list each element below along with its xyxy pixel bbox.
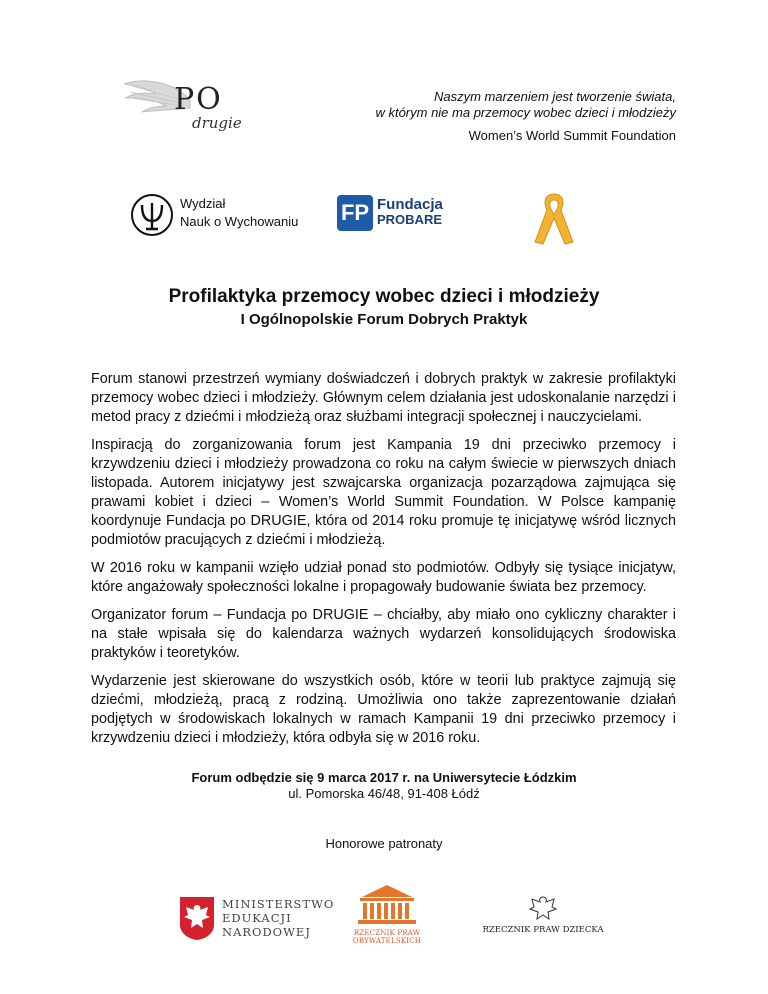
rpd-logo (478, 893, 608, 941)
probare-logo (337, 195, 465, 233)
paragraph: W 2016 roku w kampanii wzięło udział ponad sto podmiotów. Odbyły się tysiące inicjatyw, które angażowały społeczności lokalne i propagowały budowanie świata bez przemocy. (91, 560, 676, 595)
body-text (91, 370, 676, 757)
men-line-1: MINISTERSTWO (222, 897, 335, 911)
building-columns-icon (322, 883, 452, 927)
page-title: Profilaktyka przemocy wobec dzieci i młodzieży (168, 286, 600, 307)
motto-line-2: w którym nie ma przemocy wobec dzieci i młodzieży (375, 105, 676, 120)
paragraph: Organizator forum – Fundacja po DRUGIE – chciałby, aby miało ono cykliczny charakter i na stałe wpisała się do kalendarza ważnych wydarzeń konsolidujących środowiska praktyków i teoretyków. (91, 607, 676, 661)
rpo-logo (322, 883, 452, 943)
probare-mark-icon: FP (337, 195, 373, 231)
polish-eagle-icon (178, 895, 216, 941)
eagle-emblem-icon (478, 893, 608, 923)
psi-emblem-icon (130, 193, 174, 237)
awareness-ribbon-icon (529, 188, 579, 248)
wydzial-line-2: Nauk o Wychowaniu (180, 214, 299, 229)
event-address: ul. Pomorska 46/48, 91-408 Łódź (288, 786, 480, 801)
men-line-3: NARODOWEJ (222, 925, 311, 939)
paragraph: Inspiracją do zorganizowania forum jest Kampania 19 dni przeciwko przemocy i krzywdzeniu dzieci i młodzieży prowadzona co roku na całym świecie w pierwszych dniach listopada. Autorem inicjatywy jest szwajcarska organizacja pozarządowa zajmująca się prawami kobiet i dzieci – Women’s World Summit Foundation. W Polsce kampanię koordynuje Fundacja po DRUGIE, która od 2014 roku promuje tę inicjatywę wśród licznych podmiotów pracujących z dziećmi i młodzieżą. (91, 437, 676, 548)
foundation-name: Women’s World Summit Foundation (468, 128, 676, 143)
event-info (0, 770, 768, 802)
wydzial-logo (130, 193, 305, 235)
drugie-logo-text: drugie (192, 114, 242, 132)
probare-line-2: PROBARE (377, 212, 443, 227)
rpd-label: RZECZNIK PRAW DZIECKA (482, 925, 604, 935)
event-date: Forum odbędzie się 9 marca 2017 r. na Uniwersytecie Łódzkim (191, 770, 577, 785)
probare-line-1: Fundacja (377, 196, 443, 213)
page-subtitle: I Ogólnopolskie Forum Dobrych Praktyk (240, 311, 528, 328)
paragraph: Wydarzenie jest skierowane do wszystkich osób, które w teorii lub praktyce zajmują się dziećmi, młodzieżą, pracą z rodziną. Umożliwia ono także zaprezentowanie działań podjętych w środowiskach lokalnych w ramach Kampanii 19 dni przeciwko przemocy i krzywdzeniu dzieci i młodzieży, która odbyła się w 2016 roku. (91, 673, 676, 746)
motto (296, 89, 676, 121)
po-logo-text: PO (174, 82, 223, 117)
men-line-2: EDUKACJI (222, 911, 292, 925)
wydzial-line-1: Wydział (180, 196, 226, 211)
motto-line-1: Naszym marzeniem jest tworzenie świata, (433, 89, 676, 104)
paragraph: Forum stanowi przestrzeń wymiany doświadczeń i dobrych praktyk w zakresie profilaktyki przemocy wobec dzieci i młodzieży. Głównym celem działania jest udoskonalanie narzędzi i metod pracy z dziećmi i młodzieżą oraz służbami integracji społecznej i nauczycielami. (91, 371, 676, 425)
rpo-label: RZECZNIK PRAW OBYWATELSKICH (352, 929, 422, 945)
men-logo (178, 895, 335, 945)
po-drugie-logo (122, 78, 252, 138)
honorary-patronage-label: Honorowe patronaty (325, 836, 443, 851)
